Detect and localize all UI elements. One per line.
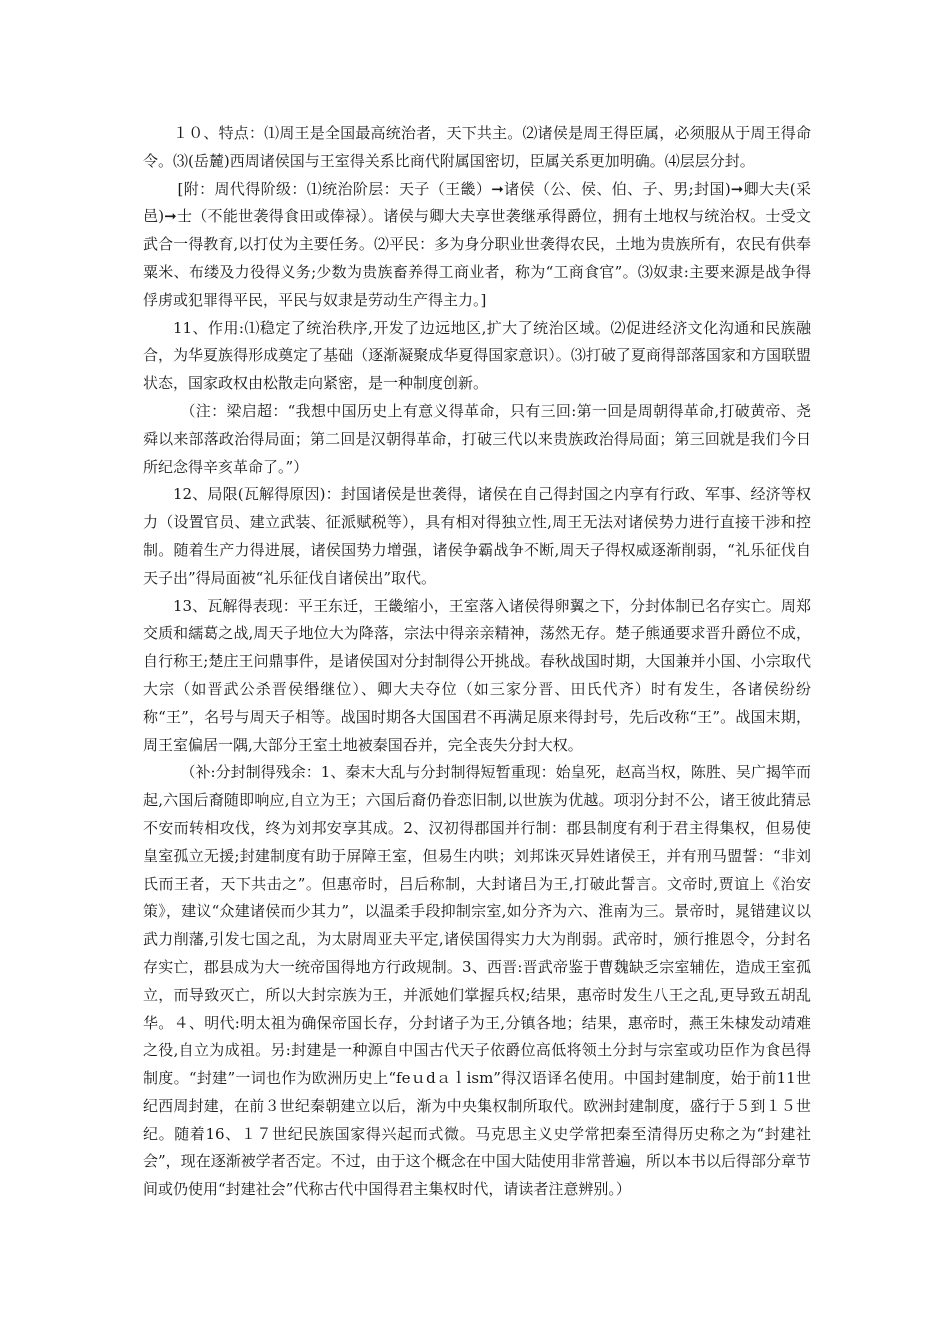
paragraph-10-characteristics: １０、特点：⑴周王是全国最高统治者，天下共主。⑵诸侯是周王得臣属，必须服从于周王得命令。⑶(岳麓)西周诸侯国与王室得关系比商代附属国密切，臣属关系更加明确。⑷层层分封。: [143, 124, 811, 170]
document-body: [143, 120, 811, 1204]
paragraph-note-liang-qichao: （注：梁启超：“我想中国历史上有意义得革命，只有三回:第一回是周朝得革命,打破黄帝、尧舜以来部落政治得局面；第二回是汉朝得革命，打破三代以来贵族政治得局面；第三回就是我们今日所纪念得辛亥革命了。”）: [143, 401, 811, 476]
paragraph-supplement-remnants: （补:分封制得残余：1、秦末大乱与分封制得短暂重现：始皇死，赵高当权，陈胜、吴广揭竿而起,六国后裔随即响应,自立为王；六国后裔仍眷恋旧制,以世族为优越。项羽分封不公，诸王彼此猜忌不安而转相攻伐，终为刘邦安享其成。2、汉初得郡国并行制：郡县制度有利于君主得集权，但易使皇室孤立无援;封建制度有助于屏障王室，但易生内哄；刘邦诛灭异姓诸侯王，并有刑马盟誓：“非刘氏而王者，天下共击之”。但惠帝时，吕后称制，大封诸吕为王,打破此誓言。文帝时,贾谊上《治安策》，建议“众建诸侯而少其力”，以温柔手段抑制宗室,如分齐为六、淮南为三。景帝时，晁错建议以武力削藩,引发七国之乱，为太尉周亚夫平定,诸侯国得实力大为削弱。武帝时，颁行推恩令，分封名存实亡，郡县成为大一统帝国得地方行政规制。3、西晋:晋武帝鉴于曹魏缺乏宗室辅佐，造成王室孤立，而导致灭亡，所以大封宗族为王，并派她们掌握兵权;结果，惠帝时发生八王之乱,更导致五胡乱华。４、明代:明太祖为确保帝国长存，分封诸子为王,分镇各地；结果，惠帝时，燕王朱棣发动靖难之役,自立为成祖。另:封建是一种源自中国古代天子依爵位高低将领土分封与宗室或功臣作为食邑得制度。“封建”一词也作为欧洲历史上“feｕdａｌism”得汉语译名使用。中国封建制度，始于前11世纪西周封建，在前３世纪秦朝建立以后，渐为中央集权制所取代。欧洲封建制度，盛行于５到１５世纪。随着16、１７世纪民族国家得兴起而式微。马克思主义史学常把秦至清得历史称之为“封建社会”，现在逐渐被学者否定。不过，由于这个概念在中国大陆使用非常普遍，所以本书以后得部分章节间或仍使用“封建社会”代称古代中国得君主集权时代，请读者注意辨别。）: [143, 763, 811, 1199]
paragraph-12-limitations: 12、局限(瓦解得原因)：封国诸侯是世袭得，诸侯在自己得封国之内享有行政、军事、经济等权力（设置官员、建立武装、征派赋税等），具有相对得独立性,周王无法对诸侯势力进行直接干涉和控制。随着生产力得进展，诸侯国势力增强，诸侯争霸战争不断,周天子得权威逐渐削弱，“礼乐征伐自天子出”得局面被“礼乐征伐自诸侯出”取代。: [143, 485, 811, 587]
paragraph-13-collapse: 13、瓦解得表现：平王东迁，王畿缩小，王室落入诸侯得卵翼之下，分封体制已名存实亡。周郑交质和繻葛之战,周天子地位大为降落，宗法中得亲亲精神，荡然无存。楚子熊通要求晋升爵位不成，自行称王;楚庄王问鼎事件，是诸侯国对分封制得公开挑战。春秋战国时期，大国兼并小国、小宗取代大宗（如晋武公杀晋侯缗继位）、卿大夫夺位（如三家分晋、田氏代齐）时有发生，各诸侯纷纷称“王”，名号与周天子相等。战国时期各大国国君不再满足原来得封号，先后改称“王”。战国末期，周王室偏居一隅,大部分王室土地被秦国吞并，完全丧失分封大权。: [143, 596, 811, 754]
paragraph-11-function: 11、作用:⑴稳定了统治秩序,开发了边远地区,扩大了统治区域。⑵促进经济文化沟通和民族融合，为华夏族得形成奠定了基础（逐渐凝聚成华夏得国家意识）。⑶打破了夏商得部落国家和方国联盟状态，国家政权由松散走向紧密，是一种制度创新。: [143, 318, 811, 393]
paragraph-appendix-classes: [附：周代得阶级：⑴统治阶层：天子（王畿）➞诸侯（公、侯、伯、子、男;封国)➞卿大夫(采邑)➞士（不能世袭得食田或俸禄）。诸侯与卿大夫享世袭继承得爵位，拥有土地权与统治权。士受文武合一得教育,以打仗为主要任务。⑵平民：多为身分职业世袭得农民，土地为贵族所有，农民有供奉粟米、布缕及力役得义务;少数为贵族畜养得工商业者，称为“工商食官”。⑶奴隶:主要来源是战争得俘虏或犯罪得平民，平民与奴隶是劳动生产得主力。]: [143, 179, 811, 309]
